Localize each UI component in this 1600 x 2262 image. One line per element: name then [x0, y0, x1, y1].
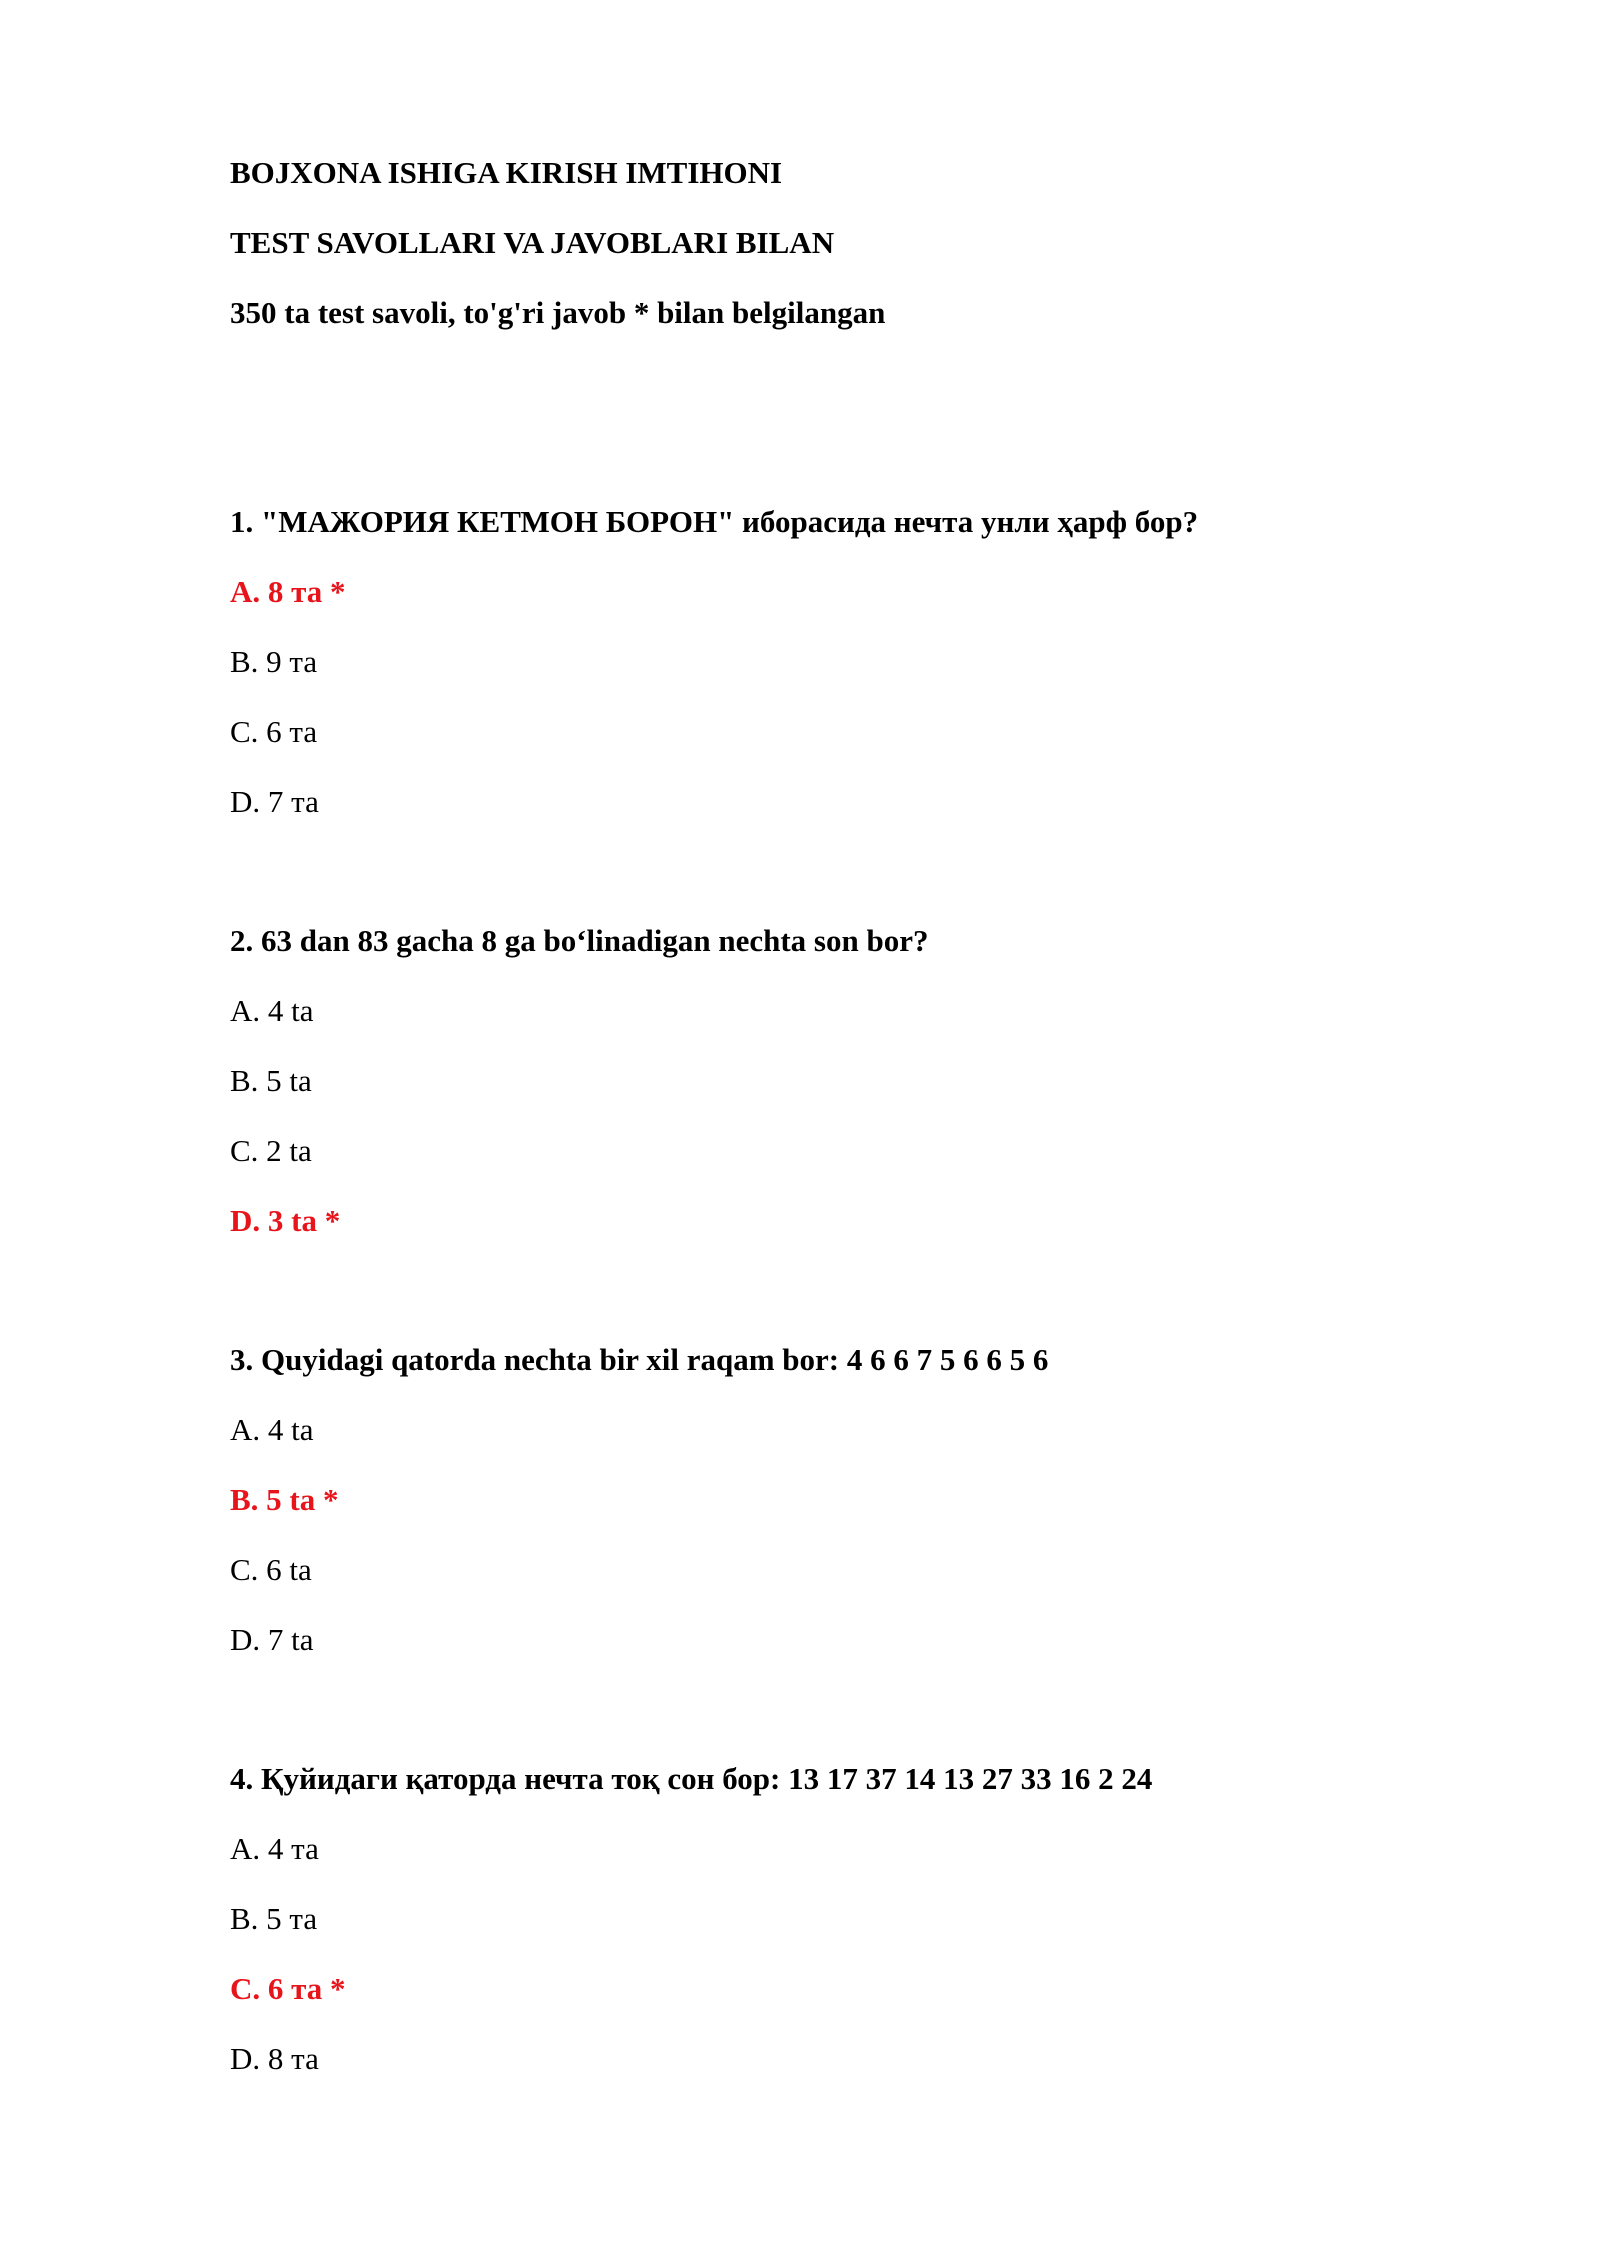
question-1-option-c: C. 6 та [230, 714, 318, 749]
question-4-text: 4. Қуйидаги қаторда нечта тоқ сон бор: 13 17 37 14 13 27 33 16 2 24 [230, 1761, 1153, 1796]
question-3-option-d: D. 7 ta [230, 1622, 314, 1657]
question-1-option-d: D. 7 та [230, 784, 319, 819]
document-note: 350 ta test savoli, to'g'ri javob * bilan belgilangan [230, 295, 886, 330]
question-1-option-b: B. 9 та [230, 644, 318, 679]
question-3-text: 3. Quyidagi qatorda nechta bir xil raqam bor: 4 6 6 7 5 6 6 5 6 [230, 1342, 1049, 1377]
question-4-option-d: D. 8 та [230, 2041, 319, 2076]
question-2-option-c: C. 2 ta [230, 1133, 312, 1168]
question-1-text: 1. "МАЖОРИЯ КЕТМОН БОРОН" иборасида нечта унли ҳарф бор? [230, 504, 1199, 539]
question-3-option-a: A. 4 ta [230, 1412, 314, 1447]
question-4-option-c: C. 6 та * [230, 1971, 346, 2006]
question-4-option-b: B. 5 та [230, 1901, 318, 1936]
question-2-option-a: A. 4 ta [230, 993, 314, 1028]
question-2-option-d: D. 3 ta * [230, 1203, 341, 1238]
question-3-option-b: B. 5 ta * [230, 1482, 339, 1517]
document-subtitle: TEST SAVOLLARI VA JAVOBLARI BILAN [230, 225, 835, 260]
question-2-text: 2. 63 dan 83 gacha 8 ga bo‘linadigan nechta son bor? [230, 923, 929, 958]
question-3-option-c: C. 6 ta [230, 1552, 312, 1587]
question-2-option-b: B. 5 ta [230, 1063, 312, 1098]
question-1-option-a: A. 8 та * [230, 574, 346, 609]
document-title: BOJXONA ISHIGA KIRISH IMTIHONI [230, 155, 783, 190]
question-4-option-a: A. 4 та [230, 1831, 319, 1866]
